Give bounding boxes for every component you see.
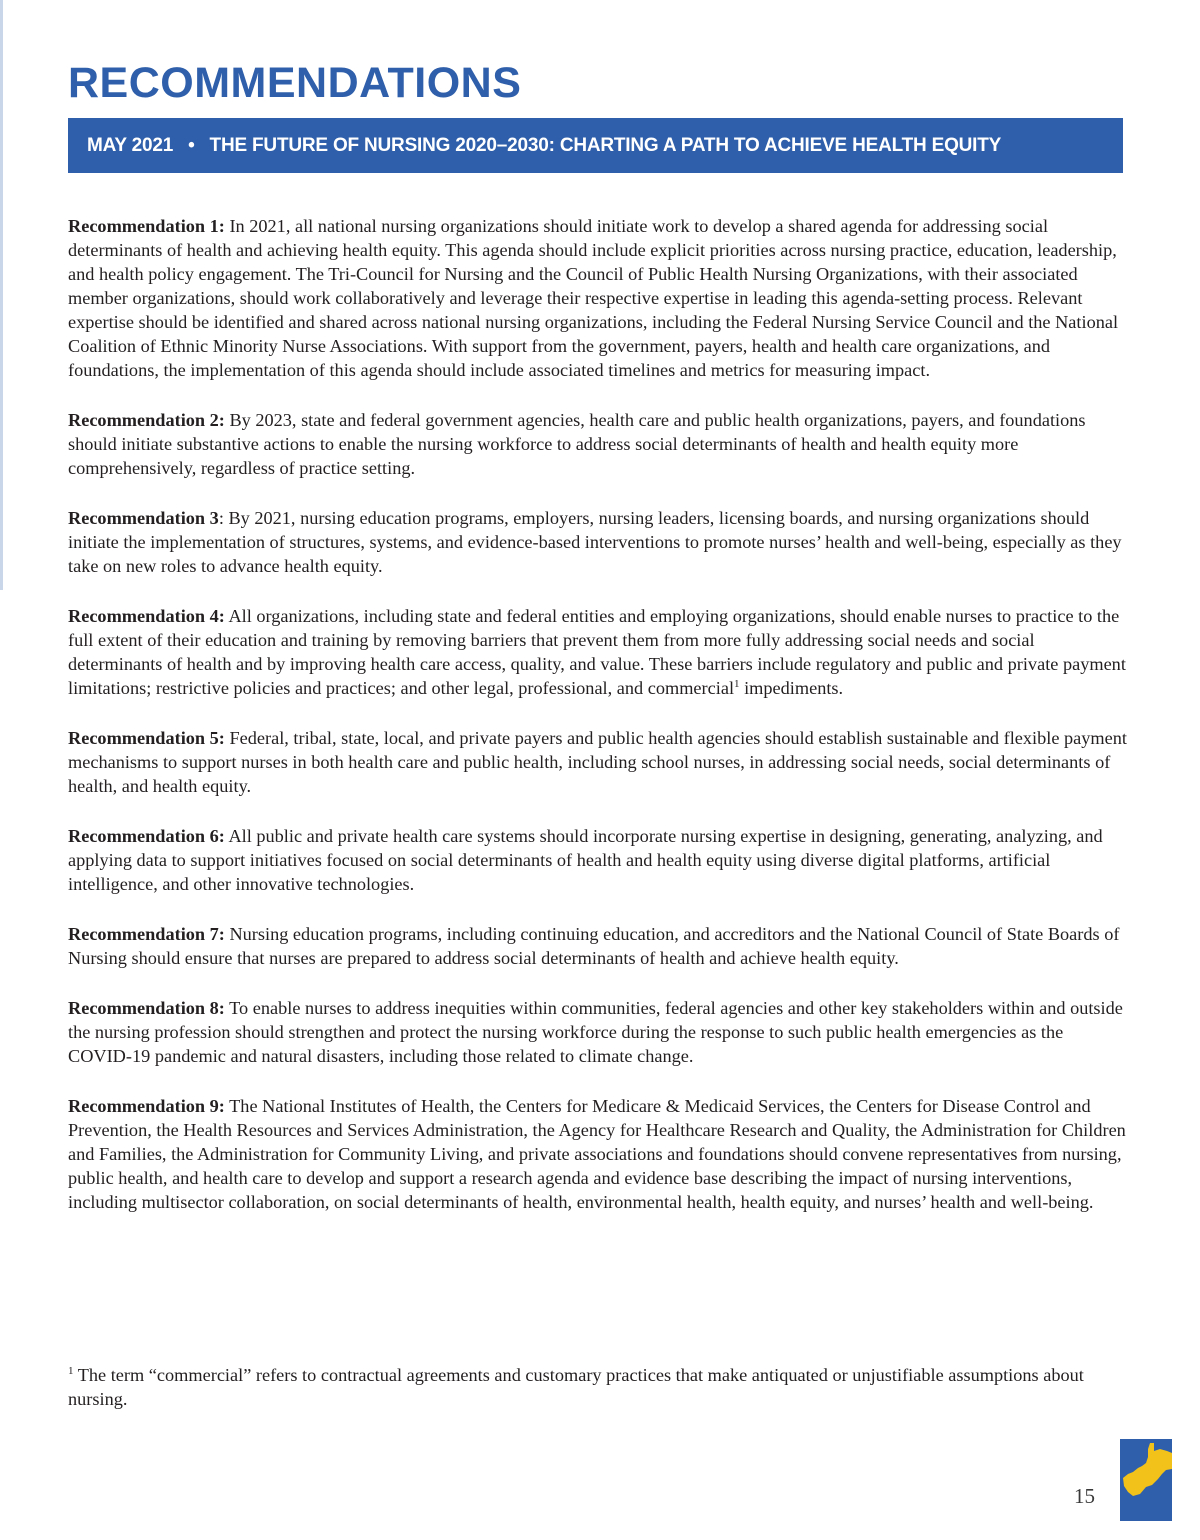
recommendation-text: : By 2021, nursing education programs, employers, nursing leaders, licensing boards, and nursing organizations should initiate the implementation of structures, systems, and evidence-based interventions to promote nurses’ health and well-being, especially as they take on new roles to advance health equity. xyxy=(68,508,1122,576)
banner-separator: • xyxy=(188,134,195,156)
recommendation-label: Recommendation 9: xyxy=(68,1096,225,1116)
footnote xyxy=(68,1363,1128,1411)
recommendation-label: Recommendation 4: xyxy=(68,606,225,626)
recommendation-label: Recommendation 5: xyxy=(68,728,225,748)
recommendation-2 xyxy=(68,408,1128,480)
recommendation-label: Recommendation 8: xyxy=(68,998,225,1018)
recommendation-label: Recommendation 6: xyxy=(68,826,225,846)
recommendation-text: The National Institutes of Health, the Centers for Medicare & Medicaid Services, the Centers for Disease Control and Prevention, the Health Resources and Services Administration, the Agency for Healthcare Research and Quality, the Administration for Children and Families, the Administration for Community Living, and private associations and foundations should convene representatives from nursing, public health, and health care to develop and support a research agenda and evidence base describing the impact of nursing interventions, including multisector collaboration, on social determinants of health, environmental health, health equity, and nurses’ health and well-being. xyxy=(68,1096,1126,1212)
recommendation-label: Recommendation 2: xyxy=(68,410,225,430)
west-virginia-state-icon xyxy=(1120,1439,1172,1521)
recommendation-text: In 2021, all national nursing organizations should initiate work to develop a shared agenda for addressing social determinants of health and achieving health equity. This agenda should include explicit priorities across nursing practice, education, leadership, and health policy engagement. The Tri-Council for Nursing and the Council of Public Health Nursing Organizations, with their associated member organizations, should work collaboratively and leverage their respective expertise in leading this agenda-setting process. Relevant expertise should be identified and shared across national nursing organizations, including the Federal Nursing Service Council and the National Coalition of Ethnic Minority Nurse Associations. With support from the government, payers, health and health care organizations, and foundations, the implementation of this agenda should include associated timelines and metrics for measuring impact. xyxy=(68,216,1119,380)
recommendation-text: All organizations, including state and federal entities and employing organizations, should enable nurses to practice to the full extent of their education and training by removing barriers that prevent them from more fully addressing social needs and social determinants of health and by improving health care access, quality, and value. These barriers include regulatory and public and private payment limitations; restrictive policies and practices; and other legal, professional, and commercial xyxy=(68,606,1126,698)
footnote-reference: 1 xyxy=(734,677,740,690)
report-banner xyxy=(68,118,1123,173)
page-edge-mark xyxy=(0,0,3,590)
banner-report-title: THE FUTURE OF NURSING 2020–2030: CHARTING A PATH TO ACHIEVE HEALTH EQUITY xyxy=(209,134,1002,156)
state-badge xyxy=(1120,1439,1172,1521)
recommendation-text: Federal, tribal, state, local, and private payers and public health agencies should establish sustainable and flexible payment mechanisms to support nurses in both health care and public health, including school nurses, in addressing social needs, social determinants of health, and health equity. xyxy=(68,728,1127,796)
recommendation-text-continued: impediments. xyxy=(739,678,844,698)
banner-date: MAY 2021 xyxy=(87,134,174,156)
recommendation-3 xyxy=(68,506,1128,578)
recommendation-label: Recommendation 3 xyxy=(68,508,219,528)
recommendation-label: Recommendation 7: xyxy=(68,924,225,944)
page-number: 15 xyxy=(1074,1484,1095,1508)
page-title: RECOMMENDATIONS xyxy=(68,59,522,107)
recommendation-text: By 2023, state and federal government agencies, health care and public health organizations, payers, and foundations should initiate substantive actions to enable the nursing workforce to address social determinants of health and health equity more comprehensively, regardless of practice setting. xyxy=(68,410,1086,478)
recommendation-text: Nursing education programs, including continuing education, and accreditors and the National Council of State Boards of Nursing should ensure that nurses are prepared to address social determinants of health and achieve health equity. xyxy=(68,924,1120,968)
recommendation-text: To enable nurses to address inequities within communities, federal agencies and other key stakeholders within and outside the nursing profession should strengthen and protect the nursing workforce during the response to such public health emergencies as the COVID-19 pandemic and natural disasters, including those related to climate change. xyxy=(68,998,1123,1066)
recommendation-8 xyxy=(68,996,1128,1068)
recommendations-list xyxy=(68,214,1128,1240)
recommendation-4 xyxy=(68,604,1128,700)
footnote-marker: 1 xyxy=(68,1364,74,1377)
footnote-text: The term “commercial” refers to contractual agreements and customary practices that make antiquated or unjustifiable assumptions about nursing. xyxy=(68,1365,1084,1409)
recommendation-6 xyxy=(68,824,1128,896)
recommendation-7 xyxy=(68,922,1128,970)
recommendation-5 xyxy=(68,726,1128,798)
recommendation-9 xyxy=(68,1094,1128,1214)
recommendation-1 xyxy=(68,214,1128,382)
recommendation-label: Recommendation 1: xyxy=(68,216,225,236)
recommendation-text: All public and private health care systems should incorporate nursing expertise in designing, generating, analyzing, and applying data to support initiatives focused on social determinants of health and health equity using diverse digital platforms, artificial intelligence, and other innovative technologies. xyxy=(68,826,1103,894)
